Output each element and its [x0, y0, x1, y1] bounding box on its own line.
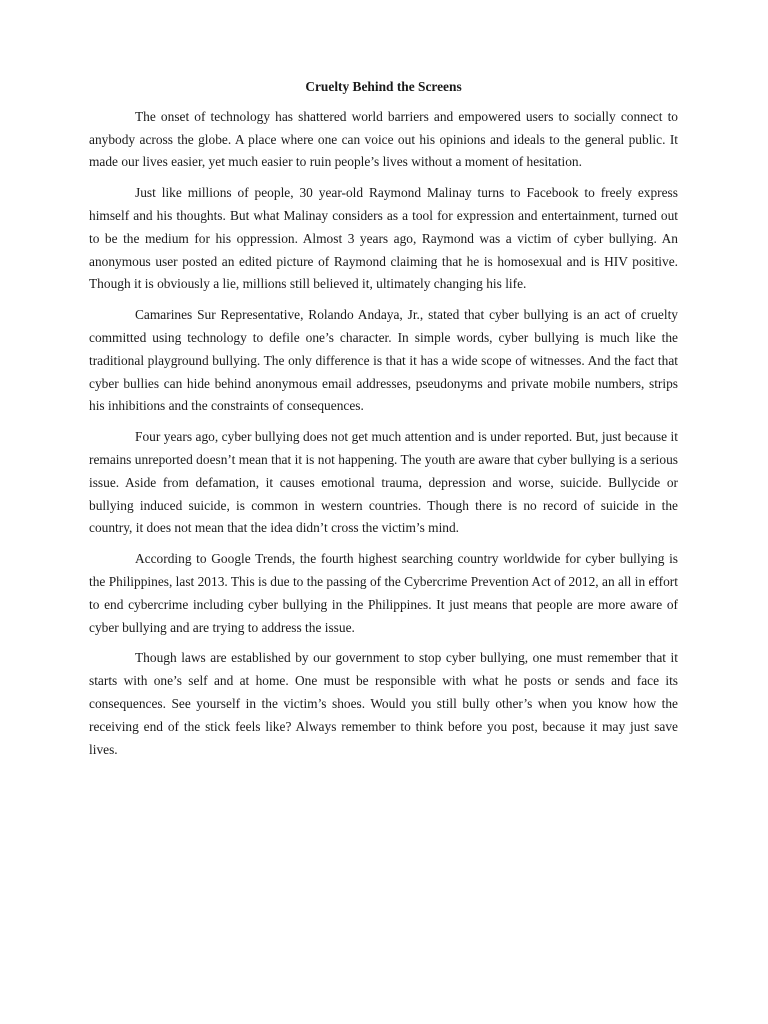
paragraph-intro: The onset of technology has shattered world barriers and empowered users to socially connect to anybody across the globe. A place where one can voice out his opinions and ideals to the general public. It made our lives easier, yet much easier to ruin people’s lives without a moment of hesitation.	[89, 108, 678, 170]
paragraph-google-trends: According to Google Trends, the fourth highest searching country worldwide for cyber bullying is the Philippines, last 2013. This is due to the passing of the Cybercrime Prevention Act of 2012, an all in effort to end cybercrime including cyber bullying in the Philippines. It just means that people are more aware of cyber bullying and are trying to address the issue.	[89, 551, 678, 635]
paragraph-raymond-malinay: Just like millions of people, 30 year-old Raymond Malinay turns to Facebook to freely express himself and his thoughts. But what Malinay considers as a tool for expression and entertainment, turned out to be the medium for his oppression. Almost 3 years ago, Raymond was a victim of cyber bullying. An anonymous user posted an edited picture of Raymond claiming that he is homosexual and is HIV positive. Though it is obviously a lie, millions still believed it, ultimately changing his life.	[89, 185, 678, 292]
paragraph-definition: Camarines Sur Representative, Rolando Andaya, Jr., stated that cyber bullying is an act of cruelty committed using technology to defile one’s character. In simple words, cyber bullying is much like the traditional playground bullying. The only difference is that it has a wide scope of witnesses. And the fact that cyber bullies can hide behind anonymous email addresses, pseudonyms and private mobile numbers, strips his inhibitions and the constraints of consequences.	[89, 307, 678, 414]
document-body	[89, 76, 678, 769]
paragraph-underreported: Four years ago, cyber bullying does not get much attention and is under reported. But, just because it remains unreported doesn’t mean that it is not happening. The youth are aware that cyber bullying is a serious issue. Aside from defamation, it causes emotional trauma, depression and worse, suicide. Bullycide or bullying induced suicide, is common in western countries. Though there is no record of suicide in the country, it does not mean that the idea didn’t cross the victim’s mind.	[89, 429, 678, 536]
paragraph-conclusion: Though laws are established by our government to stop cyber bullying, one must remember that it starts with one’s self and at home. One must be responsible with what he posts or sends and face its consequences. See yourself in the victim’s shoes. Would you still bully other’s when you know how the receiving end of the stick feels like? Always remember to think before you post, because it may just save lives.	[89, 650, 678, 757]
document-title: Cruelty Behind the Screens	[305, 79, 462, 94]
